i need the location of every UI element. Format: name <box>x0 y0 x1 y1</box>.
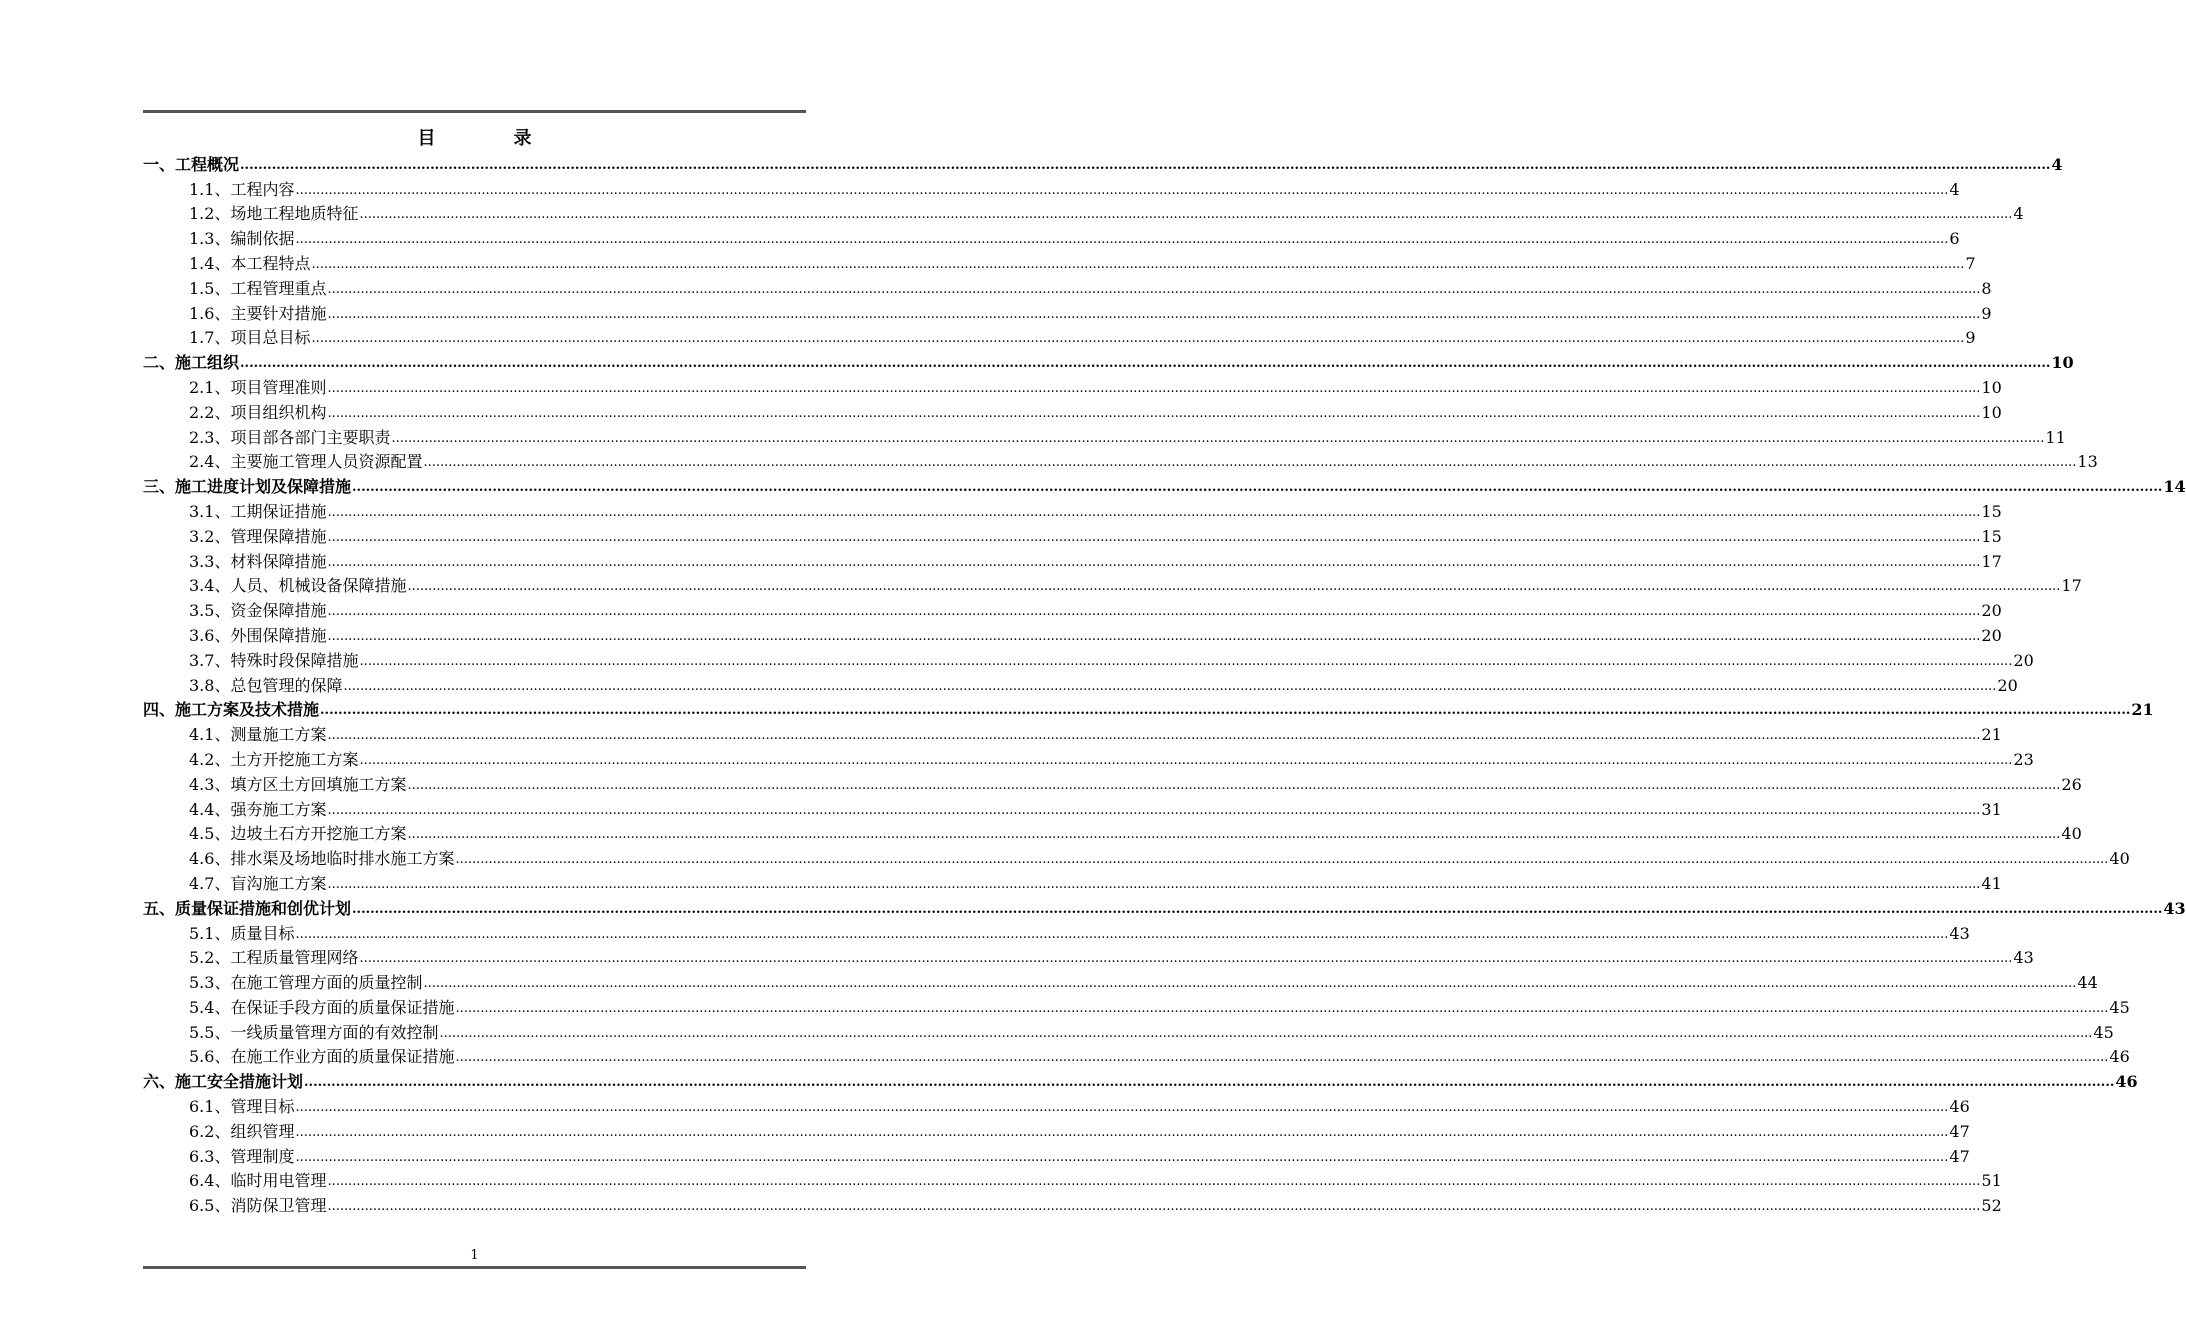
toc-section-entry[interactable] <box>143 1167 2002 1192</box>
toc-entry-page: 41 <box>1981 873 2002 893</box>
toc-leader-dots: ................................................................................................................................................................................................................................................................................................................................................................................................................ <box>359 653 2013 669</box>
toc-leader-dots: ................................................................................................................................................................................................................................................................................................................................................................................................................ <box>407 777 2061 793</box>
toc-section-entry[interactable] <box>143 919 1970 944</box>
toc-entry-page: 11 <box>2045 427 2066 447</box>
toc-entry-label: 3.2、管理保障措施 <box>189 526 327 546</box>
toc-entry-label: 一、工程概况 <box>143 154 240 174</box>
toc-leader-dots: ................................................................................................................................................................................................................................................................................................................................................................................................................ <box>311 256 1965 272</box>
toc-section-entry[interactable] <box>143 844 2130 869</box>
toc-entry-label: 5.6、在施工作业方面的质量保证措施 <box>189 1047 455 1067</box>
toc-entry-page: 21 <box>1981 725 2002 745</box>
toc-entry-label: 3.8、总包管理的保障 <box>189 675 343 695</box>
toc-entry-page: 20 <box>1997 675 2018 695</box>
toc-entry-label: 6.3、管理制度 <box>189 1146 295 1166</box>
toc-entry-label: 6.1、管理目标 <box>189 1097 295 1117</box>
toc-entry-label: 5.5、一线质量管理方面的有效控制 <box>189 1022 439 1042</box>
toc-section-entry[interactable] <box>143 621 2002 646</box>
toc-entry-page: 43 <box>2013 948 2034 968</box>
toc-leader-dots: ................................................................................................................................................................................................................................................................................................................................................................................................................ <box>327 604 1981 620</box>
toc-leader-dots: ................................................................................................................................................................................................................................................................................................................................................................................................................ <box>327 876 1981 892</box>
toc-section-entry[interactable] <box>143 1142 1970 1167</box>
toc-section-entry[interactable] <box>143 249 1976 274</box>
toc-section-entry[interactable] <box>143 175 1960 200</box>
toc-entry-page: 44 <box>2077 973 2098 993</box>
toc-chapter-entry[interactable] <box>143 894 2186 919</box>
toc-section-entry[interactable] <box>143 1018 2114 1043</box>
toc-section-entry[interactable] <box>143 423 2066 448</box>
toc-entry-label: 4.6、排水渠及场地临时排水施工方案 <box>189 849 455 869</box>
toc-entry-page: 10 <box>1981 402 2002 422</box>
toc-leader-dots: ................................................................................................................................................................................................................................................................................................................................................................................................................ <box>455 1050 2109 1066</box>
toc-entry-label: 2.1、项目管理准则 <box>189 377 327 397</box>
toc-entry-label: 1.5、工程管理重点 <box>189 278 327 298</box>
toc-entry-page: 20 <box>2013 650 2034 670</box>
toc-section-entry[interactable] <box>143 671 2018 696</box>
toc-section-entry[interactable] <box>143 547 2002 572</box>
toc-leader-dots: ................................................................................................................................................................................................................................................................................................................................................................................................................ <box>327 380 1981 396</box>
toc-leader-dots: ................................................................................................................................................................................................................................................................................................................................................................................................................ <box>327 281 1981 297</box>
toc-chapter-entry[interactable] <box>143 472 2186 497</box>
toc-leader-dots: ................................................................................................................................................................................................................................................................................................................................................................................................................ <box>304 1075 2115 1091</box>
toc-entry-label: 2.2、项目组织机构 <box>189 402 327 422</box>
toc-section-entry[interactable] <box>143 795 2002 820</box>
toc-leader-dots: ................................................................................................................................................................................................................................................................................................................................................................................................................ <box>295 1124 1949 1140</box>
toc-entry-label: 三、施工进度计划及保障措施 <box>143 477 352 497</box>
toc-chapter-entry[interactable] <box>143 348 2074 373</box>
toc-leader-dots: ................................................................................................................................................................................................................................................................................................................................................................................................................ <box>359 951 2013 967</box>
toc-entry-page: 15 <box>1981 501 2002 521</box>
toc-leader-dots: ................................................................................................................................................................................................................................................................................................................................................................................................................ <box>295 926 1949 942</box>
toc-section-entry[interactable] <box>143 448 2098 473</box>
toc-entry-page: 20 <box>1981 625 2002 645</box>
toc-leader-dots: ................................................................................................................................................................................................................................................................................................................................................................................................................ <box>327 306 1981 322</box>
toc-entry-label: 1.2、场地工程地质特征 <box>189 204 359 224</box>
toc-entry-label: 1.7、项目总目标 <box>189 328 311 348</box>
toc-entry-label: 4.1、测量施工方案 <box>189 725 327 745</box>
toc-entry-label: 3.3、材料保障措施 <box>189 551 327 571</box>
toc-entry-label: 1.6、主要针对措施 <box>189 303 327 323</box>
toc-entry-label: 3.5、资金保障措施 <box>189 601 327 621</box>
toc-leader-dots: ................................................................................................................................................................................................................................................................................................................................................................................................................ <box>327 628 1981 644</box>
toc-entry-page: 40 <box>2061 824 2082 844</box>
table-of-contents <box>143 150 2186 1216</box>
toc-entry-label: 5.2、工程质量管理网络 <box>189 948 359 968</box>
toc-leader-dots: ................................................................................................................................................................................................................................................................................................................................................................................................................ <box>407 579 2061 595</box>
toc-leader-dots: ................................................................................................................................................................................................................................................................................................................................................................................................................ <box>455 852 2109 868</box>
toc-chapter-entry[interactable] <box>143 696 2154 721</box>
toc-entry-page: 9 <box>1965 328 1976 348</box>
toc-entry-label: 四、施工方案及技术措施 <box>143 700 320 720</box>
toc-entry-page: 46 <box>2115 1072 2138 1092</box>
toc-section-entry[interactable] <box>143 1191 2002 1216</box>
toc-section-entry[interactable] <box>143 572 2082 597</box>
toc-leader-dots: ................................................................................................................................................................................................................................................................................................................................................................................................................ <box>327 554 1981 570</box>
toc-section-entry[interactable] <box>143 596 2002 621</box>
toc-leader-dots: ................................................................................................................................................................................................................................................................................................................................................................................................................ <box>295 182 1949 198</box>
toc-section-entry[interactable] <box>143 274 1992 299</box>
toc-leader-dots: ................................................................................................................................................................................................................................................................................................................................................................................................................ <box>327 1174 1981 1190</box>
footer-rule <box>143 1266 806 1269</box>
toc-section-entry[interactable] <box>143 869 2002 894</box>
toc-leader-dots: ................................................................................................................................................................................................................................................................................................................................................................................................................ <box>352 480 2163 496</box>
toc-section-entry[interactable] <box>143 720 2002 745</box>
toc-entry-page: 45 <box>2093 1022 2114 1042</box>
toc-section-entry[interactable] <box>143 522 2002 547</box>
toc-leader-dots: ................................................................................................................................................................................................................................................................................................................................................................................................................ <box>439 1025 2093 1041</box>
toc-entry-label: 1.3、编制依据 <box>189 229 295 249</box>
toc-title: 目 录 <box>417 128 562 149</box>
toc-entry-page: 47 <box>1949 1121 1970 1141</box>
toc-entry-page: 46 <box>1949 1097 1970 1117</box>
toc-entry-page: 4 <box>2051 154 2063 174</box>
toc-leader-dots: ................................................................................................................................................................................................................................................................................................................................................................................................................ <box>295 1149 1949 1165</box>
toc-entry-page: 43 <box>1949 923 1970 943</box>
header-rule <box>143 110 806 113</box>
toc-section-entry[interactable] <box>143 1092 1970 1117</box>
toc-section-entry[interactable] <box>143 497 2002 522</box>
toc-section-entry[interactable] <box>143 1043 2130 1068</box>
toc-entry-page: 46 <box>2109 1047 2130 1067</box>
toc-entry-label: 2.3、项目部各部门主要职责 <box>189 427 391 447</box>
toc-section-entry[interactable] <box>143 200 2024 225</box>
toc-chapter-entry[interactable] <box>143 1067 2138 1092</box>
toc-leader-dots: ................................................................................................................................................................................................................................................................................................................................................................................................................ <box>423 455 2077 471</box>
toc-section-entry[interactable] <box>143 324 1976 349</box>
toc-entry-label: 3.7、特殊时段保障措施 <box>189 650 359 670</box>
toc-entry-page: 20 <box>1981 601 2002 621</box>
toc-entry-page: 9 <box>1981 303 1992 323</box>
toc-leader-dots: ................................................................................................................................................................................................................................................................................................................................................................................................................ <box>327 405 1981 421</box>
toc-leader-dots: ................................................................................................................................................................................................................................................................................................................................................................................................................ <box>455 1000 2109 1016</box>
toc-entry-page: 23 <box>2013 749 2034 769</box>
toc-section-entry[interactable] <box>143 1117 1970 1142</box>
toc-entry-label: 6.5、消防保卫管理 <box>189 1196 327 1216</box>
toc-leader-dots: ................................................................................................................................................................................................................................................................................................................................................................................................................ <box>359 207 2013 223</box>
toc-entry-page: 4 <box>1949 179 1960 199</box>
toc-entry-page: 14 <box>2163 477 2186 497</box>
toc-entry-label: 3.4、人员、机械设备保障措施 <box>189 576 407 596</box>
toc-section-entry[interactable] <box>143 820 2082 845</box>
toc-section-entry[interactable] <box>143 398 2002 423</box>
toc-entry-page: 21 <box>2131 700 2154 720</box>
toc-entry-label: 4.3、填方区土方回填施工方案 <box>189 774 407 794</box>
toc-leader-dots: ................................................................................................................................................................................................................................................................................................................................................................................................................ <box>295 1100 1949 1116</box>
toc-section-entry[interactable] <box>143 745 2034 770</box>
toc-entry-label: 5.4、在保证手段方面的质量保证措施 <box>189 997 455 1017</box>
toc-entry-label: 3.6、外围保障措施 <box>189 625 327 645</box>
toc-entry-page: 6 <box>1949 229 1960 249</box>
toc-entry-label: 2.4、主要施工管理人员资源配置 <box>189 452 423 472</box>
toc-chapter-entry[interactable] <box>143 150 2063 175</box>
toc-entry-label: 4.4、强夯施工方案 <box>189 799 327 819</box>
toc-entry-page: 40 <box>2109 849 2130 869</box>
toc-section-entry[interactable] <box>143 944 2034 969</box>
toc-entry-label: 4.5、边坡土石方开挖施工方案 <box>189 824 407 844</box>
toc-entry-label: 4.7、盲沟施工方案 <box>189 873 327 893</box>
toc-entry-page: 47 <box>1949 1146 1970 1166</box>
toc-leader-dots: ................................................................................................................................................................................................................................................................................................................................................................................................................ <box>327 504 1981 520</box>
toc-entry-page: 52 <box>1981 1196 2002 1216</box>
toc-section-entry[interactable] <box>143 299 1992 324</box>
toc-entry-label: 1.4、本工程特点 <box>189 253 311 273</box>
toc-section-entry[interactable] <box>143 770 2082 795</box>
toc-leader-dots: ................................................................................................................................................................................................................................................................................................................................................................................................................ <box>295 232 1949 248</box>
toc-leader-dots: ................................................................................................................................................................................................................................................................................................................................................................................................................ <box>327 1199 1981 1215</box>
toc-leader-dots: ................................................................................................................................................................................................................................................................................................................................................................................................................ <box>311 331 1965 347</box>
toc-entry-page: 17 <box>2061 576 2082 596</box>
toc-entry-page: 10 <box>1981 377 2002 397</box>
toc-leader-dots: ................................................................................................................................................................................................................................................................................................................................................................................................................ <box>359 752 2013 768</box>
toc-leader-dots: ................................................................................................................................................................................................................................................................................................................................................................................................................ <box>327 728 1981 744</box>
toc-section-entry[interactable] <box>143 968 2098 993</box>
toc-leader-dots: ................................................................................................................................................................................................................................................................................................................................................................................................................ <box>391 430 2045 446</box>
toc-entry-label: 5.3、在施工管理方面的质量控制 <box>189 973 423 993</box>
toc-entry-page: 10 <box>2051 353 2074 373</box>
toc-entry-label: 4.2、土方开挖施工方案 <box>189 749 359 769</box>
toc-leader-dots: ................................................................................................................................................................................................................................................................................................................................................................................................................ <box>352 901 2163 917</box>
toc-section-entry[interactable] <box>143 646 2034 671</box>
toc-leader-dots: ................................................................................................................................................................................................................................................................................................................................................................................................................ <box>407 827 2061 843</box>
toc-entry-label: 二、施工组织 <box>143 353 240 373</box>
toc-entry-page: 7 <box>1965 253 1976 273</box>
toc-section-entry[interactable] <box>143 373 2002 398</box>
toc-leader-dots: ................................................................................................................................................................................................................................................................................................................................................................................................................ <box>343 678 1997 694</box>
toc-entry-label: 6.4、临时用电管理 <box>189 1171 327 1191</box>
toc-entry-page: 13 <box>2077 452 2098 472</box>
toc-leader-dots: ................................................................................................................................................................................................................................................................................................................................................................................................................ <box>240 356 2051 372</box>
toc-section-entry[interactable] <box>143 993 2130 1018</box>
toc-entry-page: 51 <box>1981 1171 2002 1191</box>
toc-entry-page: 31 <box>1981 799 2002 819</box>
toc-entry-label: 五、质量保证措施和创优计划 <box>143 898 352 918</box>
toc-entry-page: 4 <box>2013 204 2024 224</box>
toc-entry-label: 5.1、质量目标 <box>189 923 295 943</box>
toc-leader-dots: ................................................................................................................................................................................................................................................................................................................................................................................................................ <box>423 976 2077 992</box>
toc-entry-label: 3.1、工期保证措施 <box>189 501 327 521</box>
toc-entry-page: 45 <box>2109 997 2130 1017</box>
toc-entry-page: 8 <box>1981 278 1992 298</box>
toc-entry-label: 六、施工安全措施计划 <box>143 1072 304 1092</box>
toc-entry-label: 6.2、组织管理 <box>189 1121 295 1141</box>
toc-leader-dots: ................................................................................................................................................................................................................................................................................................................................................................................................................ <box>240 157 2051 173</box>
toc-entry-label: 1.1、工程内容 <box>189 179 295 199</box>
toc-entry-page: 15 <box>1981 526 2002 546</box>
toc-entry-page: 17 <box>1981 551 2002 571</box>
toc-leader-dots: ................................................................................................................................................................................................................................................................................................................................................................................................................ <box>320 703 2131 719</box>
toc-leader-dots: ................................................................................................................................................................................................................................................................................................................................................................................................................ <box>327 802 1981 818</box>
toc-entry-page: 26 <box>2061 774 2082 794</box>
toc-leader-dots: ................................................................................................................................................................................................................................................................................................................................................................................................................ <box>327 529 1981 545</box>
toc-entry-page: 43 <box>2163 898 2186 918</box>
page-number: 1 <box>470 1248 479 1263</box>
toc-section-entry[interactable] <box>143 224 1960 249</box>
